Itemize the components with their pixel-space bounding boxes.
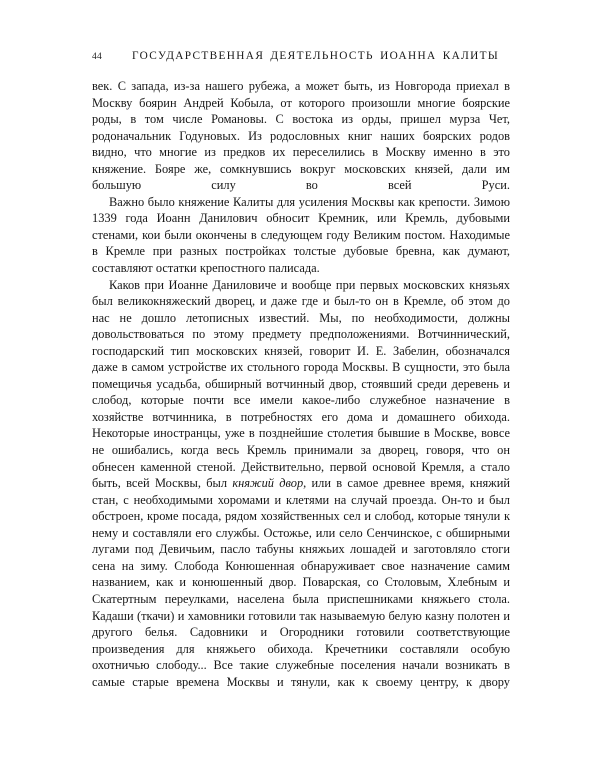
page-number: 44 xyxy=(92,52,102,62)
paragraph-1: век. С запада, из-за нашего рубежа, а может быть, из Новгорода приехал в Москву боярин Андрей Кобыла, от которого произошли многие боярские роды, в том числе Романовы. С востока из орды, пришел мурза Чет, родоначальник Годуновых. Из родословных книг наших боярских родов видно, что многие из предков их переселились в Москву именно в это княжение. Бояре же, сомкнувшись вокруг московских князей, дали им большую силу во всей Руси. xyxy=(92,79,510,193)
paragraph-2: Важно было княжение Калиты для усиления Москвы как крепости. Зимою 1339 года Иоанн Данилович обносит Кремник, или Кремль, дубовыми стенами, кои были окончены в следующем году Великим постом. Находимые в Кремле при разных постройках толстые дубовые бревна, как думают, составляют остатки крепостного палисада. xyxy=(92,194,510,276)
running-head xyxy=(92,50,510,62)
emphasis-knyazhiy-dvor: княжий двор xyxy=(232,476,304,491)
paragraph-3 xyxy=(92,277,510,691)
body-text-block xyxy=(92,78,510,690)
paragraph-3-text-after-italic: , или в самое древнее время, княжий стан, с необходимыми хоромами и клетями на случай проезда. Он-то и был обстроен, кроме посада, рядом хозяйственных сел и слобод, которые тянули к нему и составляли его службы. Остожье, или село Сенчинское, с обширными лугами под Девичьим, пасло табуны княжьих лошадей и заготовляло стоги сена на зиму. Слобода Конюшенная обнаруживает свое назначение самим названием, как и конюшенный двор. Поварская, со Столовым, Хлебным и Скатертным переулками, населена была приспешниками княжьего стола. Кадаши (ткачи) и хамовники готовили так называемую белую казну полотен и другого белья. Садовники и Огородники готовили соответствующие произведения для княжьего обихода. Кречетники составляли особую охотничью слободу... Все такие служебные поселения начали возникать в самые старые времена Москвы и тянули, как к своему центру, к двору xyxy=(92,476,510,689)
running-title: ГОСУДАРСТВЕННАЯ ДЕЯТЕЛЬНОСТЬ ИОАННА КАЛИТЫ xyxy=(132,50,500,62)
paragraph-3-text-before-italic: Каков при Иоанне Даниловиче и вообще при первых московских князьях был великокняжеский дворец, и даже где и был-то он в Кремле, об этом до нас не дошло летописных известий. Мы, по необходимости, должны довольствоваться по этому предмету предположениями. Вотчиннический, господарский тип московских князей, говорит И. Е. Забелин, обозначался даже в самом устройстве их стольного города Москвы. В сущности, это была помещичья усадьба, обширный вотчинный двор, стоявший среди деревень и слобод, которые почти все имели какое-либо служебное назначение в хозяйстве вотчинника, в потребностях его дома и домашнего обихода. Некоторые иностранцы, уже в позднейшие столетия бывшие в Москве, вовсе не ошибались, когда весь Кремль принимали за дворец, говоря, что он обнесен каменной стеной. Действительно, первой основой Кремля, а стало быть, всей Москвы, был xyxy=(92,277,510,491)
